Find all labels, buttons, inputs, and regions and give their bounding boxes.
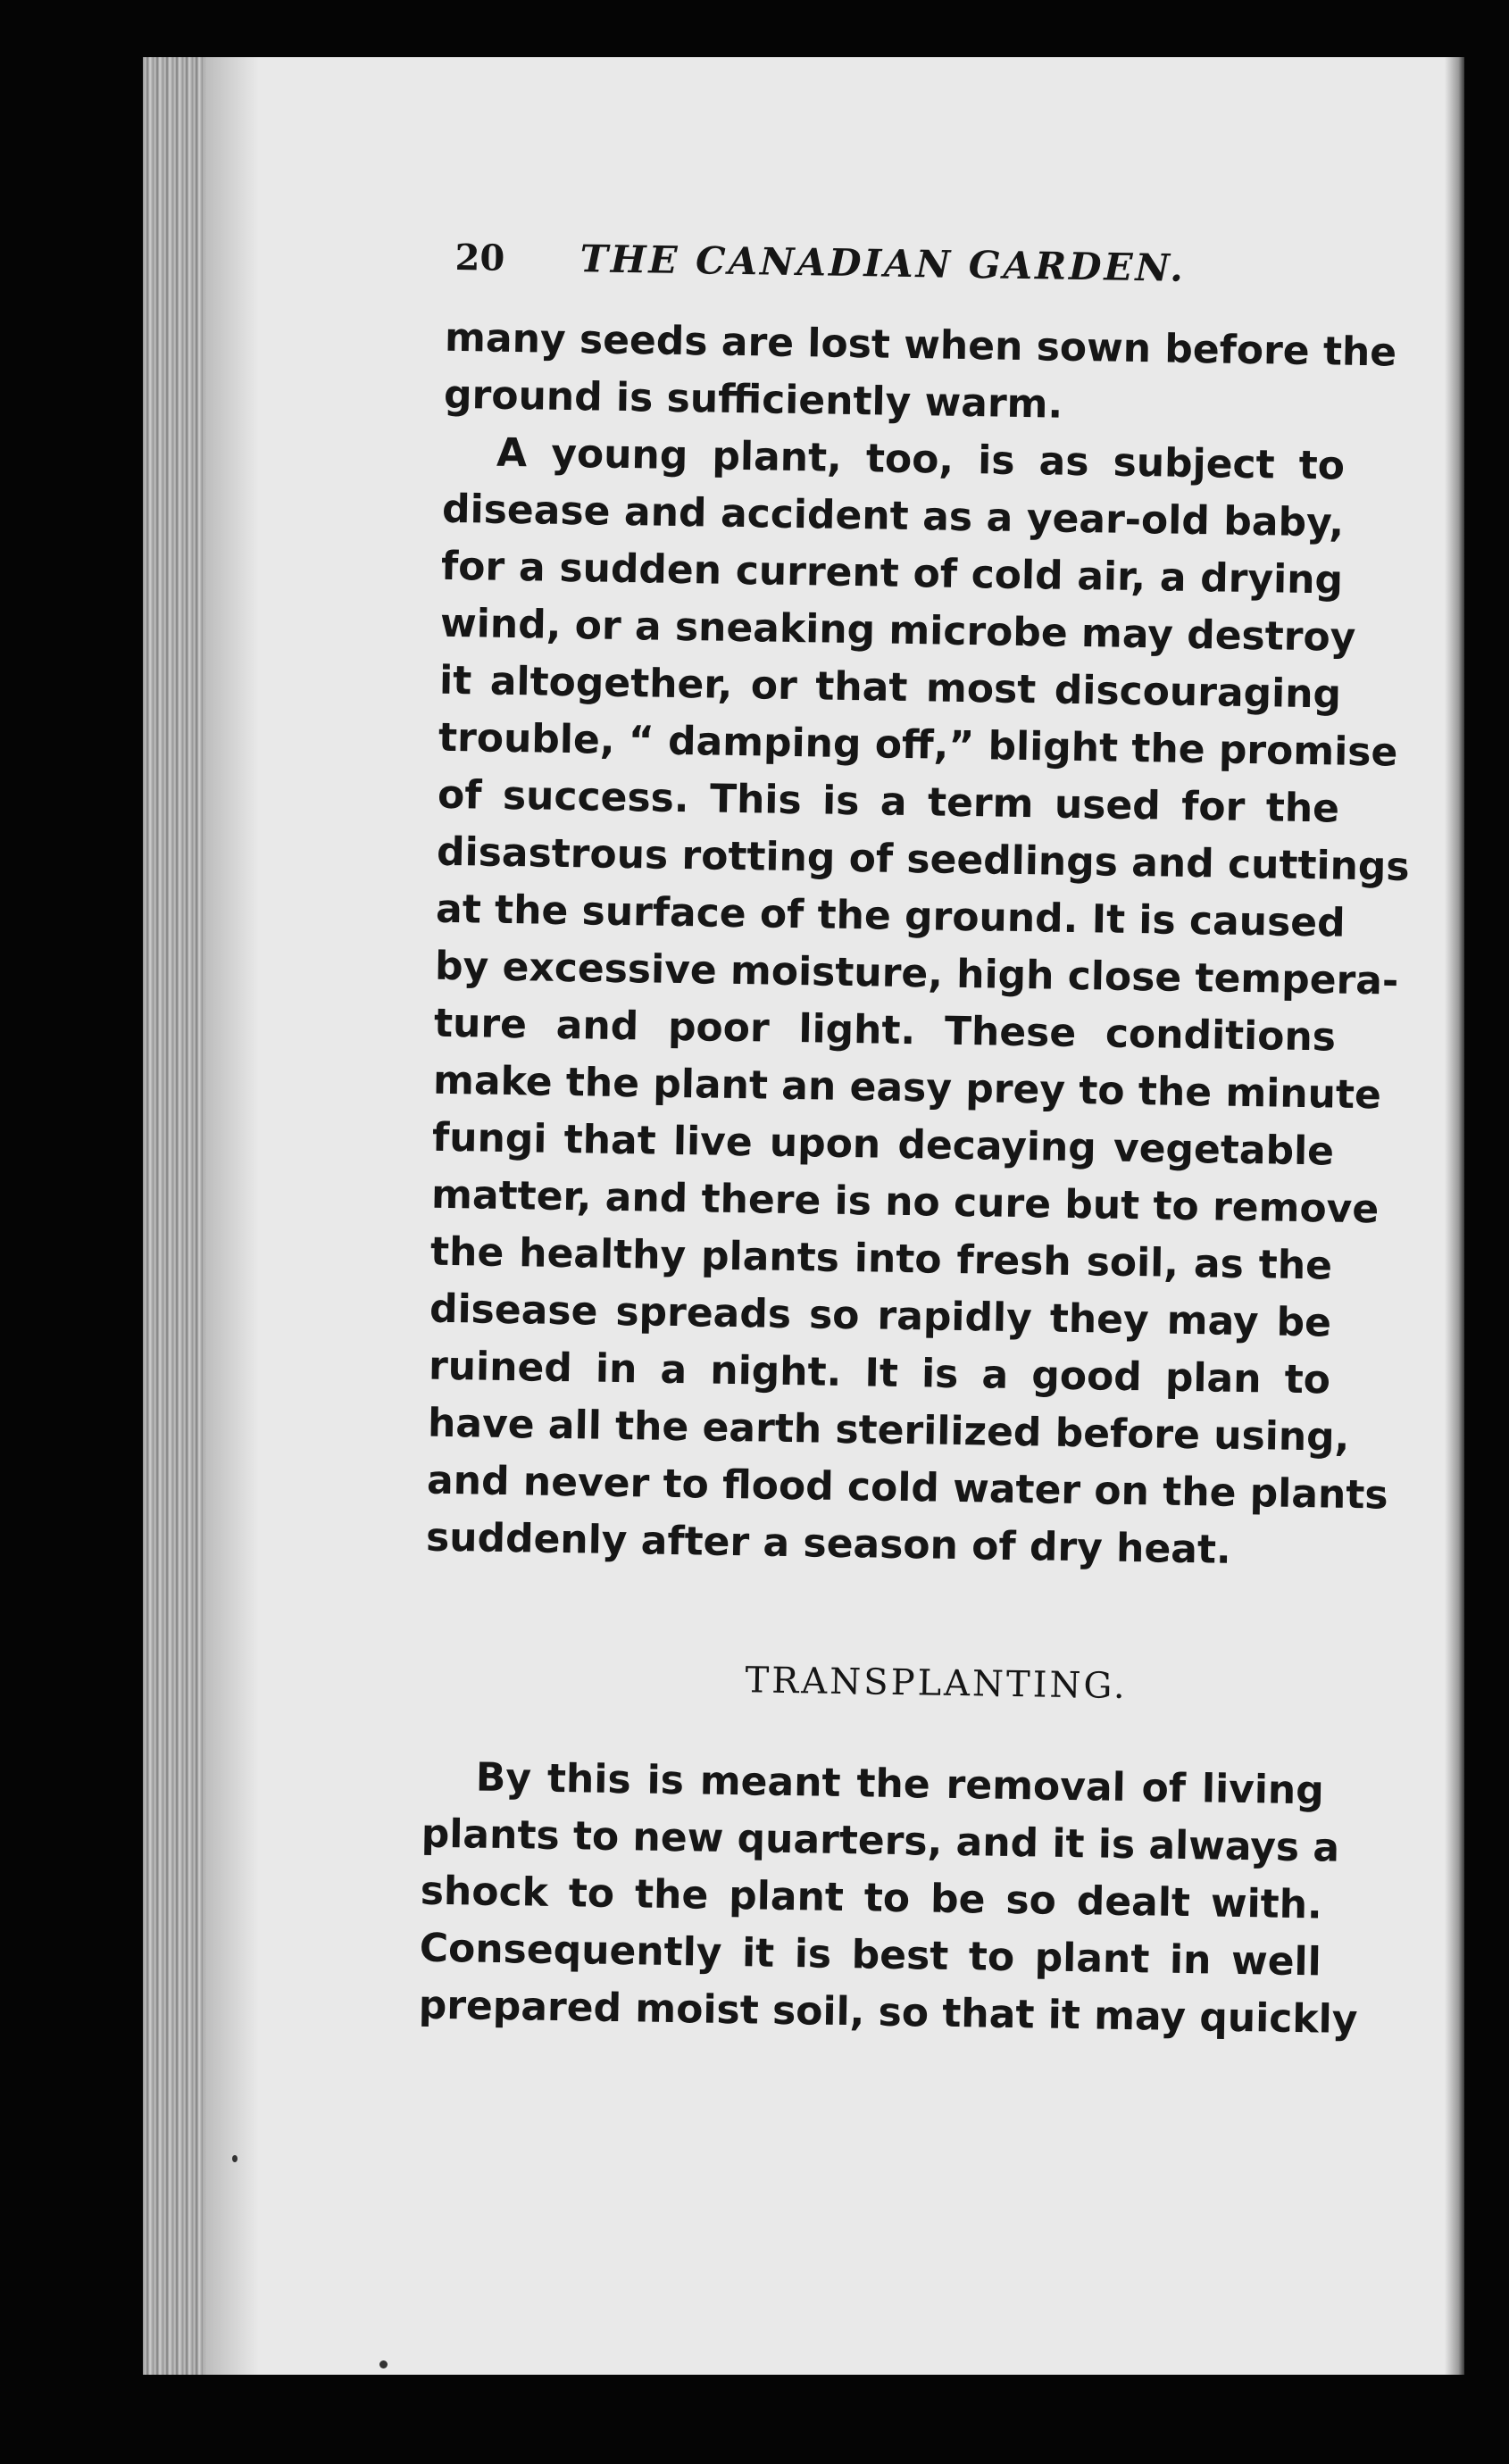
text-line: fungi that live upon decaying vegetable <box>431 1114 1335 1175</box>
ink-speck <box>232 2155 238 2162</box>
text-line: prepared moist soil, so that it may quickly <box>418 1982 1358 2044</box>
text-line: make the plant an easy prey to the minute <box>432 1057 1382 1119</box>
page-number: 20 <box>454 236 505 279</box>
text-line: ture and poor light. These conditions <box>433 1000 1337 1061</box>
text-line: shock to the plant to be so dealt with. <box>420 1868 1323 1928</box>
paragraph-2 <box>265 421 1410 1580</box>
text-line: suddenly after a season of dry heat. <box>425 1514 1232 1573</box>
text-line: of success. This is a term used for the <box>437 771 1340 832</box>
text-line: Consequently it is best to plant in well <box>419 1925 1322 1985</box>
text-line: and never to flood cold water on the plants <box>426 1457 1388 1519</box>
text-line: matter, and there is no cure but to remove <box>430 1171 1380 1233</box>
section-paragraph <box>257 1746 1358 2048</box>
page-edge <box>1445 57 1464 2375</box>
text-line: By this is meant the removal of living <box>475 1754 1325 1814</box>
text-line: it altogether, or that most discouraging <box>438 657 1342 718</box>
text-line: A young plant, too, is as subject to <box>496 429 1346 489</box>
text-line: plants to new quarters, and it is always a <box>421 1811 1340 1871</box>
text-line: have all the earth sterilized before using, <box>427 1400 1350 1461</box>
page-gutter <box>143 57 205 2375</box>
text-line: wind, or a sneaking microbe may destroy <box>439 600 1356 661</box>
page-content <box>257 232 1410 2048</box>
text-line: disease and accident as a year-old baby, <box>441 486 1345 546</box>
section-heading: TRANSPLANTING. <box>745 1660 1129 1708</box>
gutter-shadow <box>205 57 259 2375</box>
running-head <box>454 235 1339 320</box>
text-line: trouble, “ damping off,” blight the promise <box>438 714 1398 776</box>
running-title: THE CANADIAN GARDEN. <box>579 237 1187 290</box>
text-line: the healthy plants into fresh soil, as the <box>429 1228 1333 1289</box>
text-line: by excessive moisture, high close tempera- <box>434 943 1399 1004</box>
text-line: disastrous rotting of seedlings and cuttings <box>436 828 1410 890</box>
text-line: disease spreads so rapidly they may be <box>429 1286 1332 1346</box>
paragraph-1 <box>283 307 1397 438</box>
text-line: ground is sufficiently warm. <box>443 371 1063 428</box>
ink-speck <box>379 2360 388 2368</box>
text-line: at the surface of the ground. It is caused <box>435 886 1346 946</box>
text-line: ruined in a night. It is a good plan to <box>428 1343 1331 1403</box>
text-line: many seeds are lost when sown before the <box>444 314 1397 376</box>
text-line: for a sudden current of cold air, a drying <box>440 543 1344 604</box>
